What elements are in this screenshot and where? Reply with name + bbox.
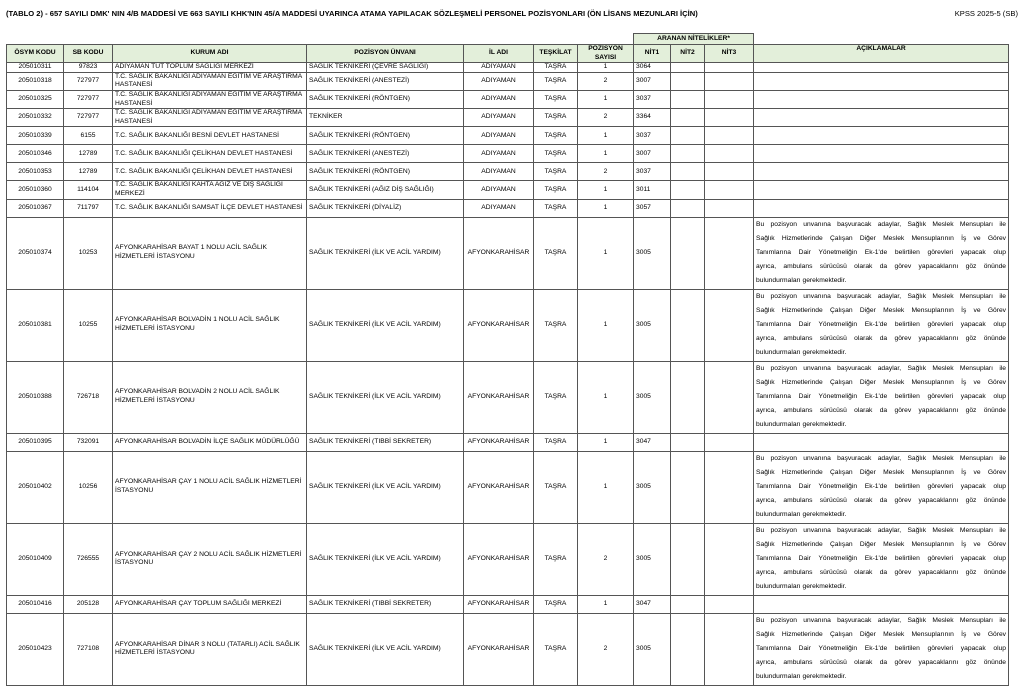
cell-kurum-name: AFYONKARAHİSAR BOLVADİN 1 NOLU ACİL SAĞLIK HİZMETLERİ İSTASYONU — [113, 289, 307, 361]
cell-city: ADIYAMAN — [464, 127, 534, 145]
header-sayi-line2: SAYISI — [594, 53, 617, 61]
description-line: Tanımlarına Dair Yönetmeliğin Ek-1'de belirtilen görevleri yapacak olup — [756, 248, 1007, 256]
cell-city: ADIYAMAN — [464, 72, 534, 90]
cell-organization: TAŞRA — [534, 523, 578, 595]
cell-organization: TAŞRA — [534, 451, 578, 523]
cell-nit3 — [705, 361, 754, 433]
cell-nit2 — [671, 199, 705, 217]
cell-kurum-name: T.C. SAĞLIK BAKANLIĞI ADIYAMAN EĞİTİM VE ARAŞTIRMA HASTANESİ — [113, 72, 307, 90]
table-row — [7, 90, 1009, 108]
cell-sb-code: 114104 — [64, 181, 113, 199]
table-title: (TABLO 2) - 657 SAYILI DMK' NIN 4/B MADDESİ VE 663 SAYILI KHK'NIN 45/A MADDESİ UYARINCA ATAMA YAPILACAK SÖZLEŞMELİ PERSONEL POZİSYONLARI (ÖN LİSANS MEZUNLARI İÇİN) — [6, 9, 698, 18]
cell-position-count: 1 — [578, 289, 634, 361]
table-row — [7, 181, 1009, 199]
cell-osym-code: 205010332 — [7, 109, 64, 127]
cell-osym-code: 205010395 — [7, 433, 64, 451]
cell-position-count: 1 — [578, 217, 634, 289]
cell-position-title: SAĞLIK TEKNİKERİ (AĞIZ DİŞ SAĞLIĞI) — [307, 181, 464, 199]
cell-sb-code: 10256 — [64, 451, 113, 523]
cell-nit1: 3057 — [634, 199, 671, 217]
cell-nit2 — [671, 181, 705, 199]
description-line: ayrıca, ambulans sürücüsü olarak da görev yapacaklarını göz önünde — [756, 497, 1007, 505]
cell-sb-code: 727108 — [64, 613, 113, 685]
cell-position-title: SAĞLIK TEKNİKERİ (İLK VE ACİL YARDIM) — [307, 361, 464, 433]
table-row — [7, 217, 1009, 289]
cell-position-title: SAĞLIK TEKNİKERİ (ANESTEZİ) — [307, 145, 464, 163]
cell-description — [754, 217, 1009, 289]
cell-position-count: 2 — [578, 613, 634, 685]
description-line: ayrıca, ambulans sürücüsü olarak da görev yapacaklarını göz önünde — [756, 569, 1007, 577]
cell-osym-code: 205010367 — [7, 199, 64, 217]
description-line: Bu pozisyon unvanına başvuracak adaylar, Sağlık Meslek Mensupları ile — [756, 454, 1007, 462]
cell-osym-code: 205010346 — [7, 145, 64, 163]
header-nit3: NİT3 — [705, 45, 754, 63]
cell-nit1: 3005 — [634, 451, 671, 523]
header-sb: SB KODU — [64, 45, 113, 63]
cell-kurum-name: T.C. SAĞLIK BAKANLIĞI KAHTA AĞIZ VE DİŞ SAĞLIĞI MERKEZİ — [113, 181, 307, 199]
table-row — [7, 289, 1009, 361]
cell-nit2 — [671, 613, 705, 685]
cell-position-count: 1 — [578, 127, 634, 145]
description-line: ayrıca, ambulans sürücüsü olarak da görev yapacaklarını göz önünde — [756, 335, 1007, 343]
cell-position-count: 1 — [578, 181, 634, 199]
cell-nit1: 3011 — [634, 181, 671, 199]
cell-sb-code: 97823 — [64, 63, 113, 73]
cell-sb-code: 12789 — [64, 163, 113, 181]
cell-position-title: SAĞLIK TEKNİKERİ (DİYALİZ) — [307, 199, 464, 217]
cell-city: AFYONKARAHİSAR — [464, 361, 534, 433]
cell-osym-code: 205010381 — [7, 289, 64, 361]
cell-nit3 — [705, 199, 754, 217]
table-row — [7, 451, 1009, 523]
description-line: Tanımlarına Dair Yönetmeliğin Ek-1'de belirtilen görevleri yapacak olup — [756, 392, 1007, 400]
table-row — [7, 127, 1009, 145]
cell-nit2 — [671, 523, 705, 595]
cell-sb-code: 726718 — [64, 361, 113, 433]
cell-kurum-name: ADIYAMAN TUT TOPLUM SAĞLIĞI MERKEZİ — [113, 63, 307, 73]
cell-city: AFYONKARAHİSAR — [464, 433, 534, 451]
cell-city: ADIYAMAN — [464, 163, 534, 181]
description-line: Sağlık Hizmetlerinde Çalışan Diğer Meslek Mensuplarının İş ve Görev — [756, 234, 1007, 242]
cell-city: ADIYAMAN — [464, 63, 534, 73]
description-line: bulundurmaları gerekmektedir. — [756, 277, 847, 285]
description-line: Sağlık Hizmetlerinde Çalışan Diğer Meslek Mensuplarının İş ve Görev — [756, 468, 1007, 476]
cell-nit3 — [705, 90, 754, 108]
cell-organization: TAŞRA — [534, 72, 578, 90]
cell-nit1: 3005 — [634, 613, 671, 685]
cell-kurum-name: T.C. SAĞLIK BAKANLIĞI ADIYAMAN EĞİTİM VE ARAŞTIRMA HASTANESİ — [113, 90, 307, 108]
cell-osym-code: 205010311 — [7, 63, 64, 73]
cell-description — [754, 90, 1009, 108]
cell-description — [754, 72, 1009, 90]
cell-nit1: 3005 — [634, 217, 671, 289]
cell-organization: TAŞRA — [534, 289, 578, 361]
cell-description — [754, 361, 1009, 433]
table-row — [7, 613, 1009, 685]
cell-description — [754, 109, 1009, 127]
cell-position-count: 1 — [578, 595, 634, 613]
cell-nit1: 3037 — [634, 127, 671, 145]
cell-nit2 — [671, 217, 705, 289]
cell-organization: TAŞRA — [534, 361, 578, 433]
cell-nit3 — [705, 72, 754, 90]
cell-sb-code: 726555 — [64, 523, 113, 595]
cell-description — [754, 127, 1009, 145]
cell-kurum-name: AFYONKARAHİSAR ÇAY 2 NOLU ACİL SAĞLIK HİZMETLERİ İSTASYONU — [113, 523, 307, 595]
cell-description — [754, 289, 1009, 361]
cell-nit1: 3007 — [634, 145, 671, 163]
cell-organization: TAŞRA — [534, 109, 578, 127]
cell-position-title: SAĞLIK TEKNİKERİ (RÖNTGEN) — [307, 90, 464, 108]
header-pozisyon: POZİSYON ÜNVANI — [307, 45, 464, 63]
cell-organization: TAŞRA — [534, 181, 578, 199]
description-line: Bu pozisyon unvanına başvuracak adaylar, Sağlık Meslek Mensupları ile — [756, 526, 1007, 534]
cell-description — [754, 595, 1009, 613]
cell-position-title: SAĞLIK TEKNİKERİ (ANESTEZİ) — [307, 72, 464, 90]
cell-description — [754, 199, 1009, 217]
cell-position-title: SAĞLIK TEKNİKERİ (TIBBİ SEKRETER) — [307, 595, 464, 613]
cell-position-title: SAĞLIK TEKNİKERİ (RÖNTGEN) — [307, 163, 464, 181]
cell-description — [754, 145, 1009, 163]
description-line: ayrıca, ambulans sürücüsü olarak da görev yapacaklarını göz önünde — [756, 407, 1007, 415]
cell-sb-code: 727977 — [64, 109, 113, 127]
cell-position-count: 1 — [578, 433, 634, 451]
cell-description — [754, 613, 1009, 685]
cell-city: AFYONKARAHİSAR — [464, 613, 534, 685]
cell-description — [754, 63, 1009, 73]
cell-nit2 — [671, 127, 705, 145]
description-line: Tanımlarına Dair Yönetmeliğin Ek-1'de belirtilen görevleri yapacak olup — [756, 320, 1007, 328]
cell-city: AFYONKARAHİSAR — [464, 289, 534, 361]
cell-sb-code: 727977 — [64, 90, 113, 108]
cell-description — [754, 433, 1009, 451]
cell-osym-code: 205010374 — [7, 217, 64, 289]
cell-position-count: 2 — [578, 523, 634, 595]
cell-position-title: SAĞLIK TEKNİKERİ (TIBBİ SEKRETER) — [307, 433, 464, 451]
cell-nit2 — [671, 145, 705, 163]
cell-osym-code: 205010409 — [7, 523, 64, 595]
table-row — [7, 63, 1009, 73]
cell-nit1: 3005 — [634, 523, 671, 595]
cell-nit3 — [705, 523, 754, 595]
cell-kurum-name: T.C. SAĞLIK BAKANLIĞI ADIYAMAN EĞİTİM VE ARAŞTIRMA HASTANESİ — [113, 109, 307, 127]
cell-nit2 — [671, 63, 705, 73]
cell-nit1: 3037 — [634, 90, 671, 108]
cell-osym-code: 205010325 — [7, 90, 64, 108]
header-nit1: NİT1 — [634, 45, 671, 63]
header-kurum: KURUM ADI — [113, 45, 307, 63]
description-line: Bu pozisyon unvanına başvuracak adaylar, Sağlık Meslek Mensupları ile — [756, 616, 1007, 624]
cell-osym-code: 205010423 — [7, 613, 64, 685]
cell-position-title: SAĞLIK TEKNİKERİ (İLK VE ACİL YARDIM) — [307, 451, 464, 523]
cell-organization: TAŞRA — [534, 127, 578, 145]
header-osym: ÖSYM KODU — [7, 45, 64, 63]
description-line: Bu pozisyon unvanına başvuracak adaylar, Sağlık Meslek Mensupları ile — [756, 220, 1007, 228]
cell-nit1: 3037 — [634, 163, 671, 181]
table-row — [7, 145, 1009, 163]
cell-city: ADIYAMAN — [464, 109, 534, 127]
cell-city: AFYONKARAHİSAR — [464, 217, 534, 289]
cell-position-count: 1 — [578, 145, 634, 163]
cell-sb-code: 10253 — [64, 217, 113, 289]
cell-osym-code: 205010360 — [7, 181, 64, 199]
cell-nit3 — [705, 127, 754, 145]
header-row-top — [7, 34, 1009, 45]
description-line: Tanımlarına Dair Yönetmeliğin Ek-1'de belirtilen görevleri yapacak olup — [756, 482, 1007, 490]
cell-organization: TAŞRA — [534, 199, 578, 217]
cell-city: ADIYAMAN — [464, 90, 534, 108]
table-row — [7, 199, 1009, 217]
cell-kurum-name: AFYONKARAHİSAR DİNAR 3 NOLU (TATARLI) ACİL SAĞLIK HİZMETLERİ İSTASYONU — [113, 613, 307, 685]
table-row — [7, 361, 1009, 433]
cell-nit1: 3047 — [634, 595, 671, 613]
cell-sb-code: 6155 — [64, 127, 113, 145]
cell-nit2 — [671, 433, 705, 451]
cell-position-count: 2 — [578, 163, 634, 181]
cell-nit2 — [671, 595, 705, 613]
cell-kurum-name: T.C. SAĞLIK BAKANLIĞI ÇELİKHAN DEVLET HASTANESİ — [113, 145, 307, 163]
description-line: ayrıca, ambulans sürücüsü olarak da görev yapacaklarını göz önünde — [756, 263, 1007, 271]
cell-kurum-name: AFYONKARAHİSAR ÇAY TOPLUM SAĞLIĞI MERKEZİ — [113, 595, 307, 613]
cell-nit3 — [705, 163, 754, 181]
cell-city: AFYONKARAHİSAR — [464, 523, 534, 595]
exam-code: KPSS 2025-5 (SB) — [954, 9, 1018, 18]
table-body — [7, 63, 1009, 685]
table-row — [7, 595, 1009, 613]
description-line: Bu pozisyon unvanına başvuracak adaylar, Sağlık Meslek Mensupları ile — [756, 292, 1007, 300]
cell-nit2 — [671, 163, 705, 181]
cell-position-count: 2 — [578, 72, 634, 90]
cell-city: AFYONKARAHİSAR — [464, 451, 534, 523]
table-row — [7, 523, 1009, 595]
cell-sb-code: 10255 — [64, 289, 113, 361]
cell-description — [754, 451, 1009, 523]
cell-sb-code: 732091 — [64, 433, 113, 451]
cell-nit3 — [705, 217, 754, 289]
cell-organization: TAŞRA — [534, 595, 578, 613]
table-row — [7, 163, 1009, 181]
description-line: Sağlık Hizmetlerinde Çalışan Diğer Meslek Mensuplarının İş ve Görev — [756, 306, 1007, 314]
cell-position-title: SAĞLIK TEKNİKERİ (İLK VE ACİL YARDIM) — [307, 613, 464, 685]
cell-position-title: SAĞLIK TEKNİKERİ (İLK VE ACİL YARDIM) — [307, 217, 464, 289]
cell-organization: TAŞRA — [534, 613, 578, 685]
cell-nit3 — [705, 109, 754, 127]
cell-kurum-name: T.C. SAĞLIK BAKANLIĞI BESNİ DEVLET HASTANESİ — [113, 127, 307, 145]
description-line: Sağlık Hizmetlerinde Çalışan Diğer Meslek Mensuplarının İş ve Görev — [756, 540, 1007, 548]
description-line: Sağlık Hizmetlerinde Çalışan Diğer Meslek Mensuplarının İş ve Görev — [756, 378, 1007, 386]
cell-organization: TAŞRA — [534, 90, 578, 108]
cell-kurum-name: AFYONKARAHİSAR BOLVADİN İLÇE SAĞLIK MÜDÜRLÜĞÜ — [113, 433, 307, 451]
cell-organization: TAŞRA — [534, 433, 578, 451]
positions-table — [6, 33, 1009, 686]
cell-nit1: 3064 — [634, 63, 671, 73]
cell-nit1: 3047 — [634, 433, 671, 451]
cell-sb-code: 12789 — [64, 145, 113, 163]
table-row — [7, 109, 1009, 127]
cell-position-title: SAĞLIK TEKNİKERİ (İLK VE ACİL YARDIM) — [307, 289, 464, 361]
cell-city: ADIYAMAN — [464, 145, 534, 163]
cell-position-title: SAĞLIK TEKNİKERİ (RÖNTGEN) — [307, 127, 464, 145]
table-row — [7, 433, 1009, 451]
description-line: Sağlık Hizmetlerinde Çalışan Diğer Meslek Mensuplarının İş ve Görev — [756, 630, 1007, 638]
cell-nit1: 3005 — [634, 289, 671, 361]
header-sayi-line1: POZİSYON — [588, 45, 623, 52]
cell-nit3 — [705, 145, 754, 163]
description-line: bulundurmaları gerekmektedir. — [756, 583, 847, 591]
cell-nit2 — [671, 90, 705, 108]
cell-city: ADIYAMAN — [464, 181, 534, 199]
cell-city: ADIYAMAN — [464, 199, 534, 217]
cell-position-count: 1 — [578, 199, 634, 217]
document-header — [6, 9, 1018, 21]
table-row — [7, 72, 1009, 90]
cell-nit3 — [705, 451, 754, 523]
cell-osym-code: 205010339 — [7, 127, 64, 145]
cell-sb-code: 727977 — [64, 72, 113, 90]
cell-nit1: 3005 — [634, 361, 671, 433]
header-nit2: NİT2 — [671, 45, 705, 63]
description-line: Bu pozisyon unvanına başvuracak adaylar, Sağlık Meslek Mensupları ile — [756, 364, 1007, 372]
cell-nit3 — [705, 289, 754, 361]
description-line: Tanımlarına Dair Yönetmeliğin Ek-1'de belirtilen görevleri yapacak olup — [756, 555, 1007, 562]
header-teskilat: TEŞKİLAT — [534, 45, 578, 63]
description-line: Tanımlarına Dair Yönetmeliğin Ek-1'de belirtilen görevleri yapacak olup — [756, 645, 1007, 653]
cell-osym-code: 205010402 — [7, 451, 64, 523]
cell-nit3 — [705, 595, 754, 613]
cell-nit1: 3364 — [634, 109, 671, 127]
cell-osym-code: 205010353 — [7, 163, 64, 181]
cell-organization: TAŞRA — [534, 163, 578, 181]
cell-position-title: SAĞLIK TEKNİKERİ (İLK VE ACİL YARDIM) — [307, 523, 464, 595]
cell-nit2 — [671, 451, 705, 523]
cell-osym-code: 205010318 — [7, 72, 64, 90]
description-line: bulundurmaları gerekmektedir. — [756, 673, 847, 681]
cell-kurum-name: AFYONKARAHİSAR BOLVADİN 2 NOLU ACİL SAĞLIK HİZMETLERİ İSTASYONU — [113, 361, 307, 433]
cell-nit3 — [705, 181, 754, 199]
cell-organization: TAŞRA — [534, 145, 578, 163]
cell-nit3 — [705, 433, 754, 451]
header-aciklama: AÇIKLAMALAR — [754, 45, 1009, 63]
cell-nit3 — [705, 613, 754, 685]
cell-nit3 — [705, 63, 754, 73]
cell-position-count: 1 — [578, 361, 634, 433]
cell-kurum-name: T.C. SAĞLIK BAKANLIĞI SAMSAT İLÇE DEVLET HASTANESİ — [113, 199, 307, 217]
description-line: bulundurmaları gerekmektedir. — [756, 349, 847, 357]
cell-nit2 — [671, 109, 705, 127]
cell-position-title: TEKNİKER — [307, 109, 464, 127]
cell-organization: TAŞRA — [534, 63, 578, 73]
cell-sb-code: 711797 — [64, 199, 113, 217]
header-sayi — [578, 45, 634, 63]
cell-position-count: 1 — [578, 451, 634, 523]
cell-position-count: 1 — [578, 63, 634, 73]
cell-nit2 — [671, 289, 705, 361]
cell-sb-code: 205128 — [64, 595, 113, 613]
description-line: bulundurmaları gerekmektedir. — [756, 421, 847, 429]
header-il: İL ADI — [464, 45, 534, 63]
cell-osym-code: 205010416 — [7, 595, 64, 613]
cell-position-count: 2 — [578, 109, 634, 127]
cell-position-count: 1 — [578, 90, 634, 108]
cell-organization: TAŞRA — [534, 217, 578, 289]
cell-description — [754, 523, 1009, 595]
cell-description — [754, 181, 1009, 199]
cell-nit1: 3007 — [634, 72, 671, 90]
cell-kurum-name: T.C. SAĞLIK BAKANLIĞI ÇELİKHAN DEVLET HASTANESİ — [113, 163, 307, 181]
cell-kurum-name: AFYONKARAHİSAR ÇAY 1 NOLU ACİL SAĞLIK HİZMETLERİ İSTASYONU — [113, 451, 307, 523]
cell-kurum-name: AFYONKARAHİSAR BAYAT 1 NOLU ACİL SAĞLIK HİZMETLERİ İSTASYONU — [113, 217, 307, 289]
description-line: ayrıca, ambulans sürücüsü olarak da görev yapacaklarını göz önünde — [756, 659, 1007, 667]
cell-nit2 — [671, 361, 705, 433]
cell-city: AFYONKARAHİSAR — [464, 595, 534, 613]
cell-position-title: SAĞLIK TEKNİKERİ (ÇEVRE SAĞLIĞI) — [307, 63, 464, 73]
description-line: bulundurmaları gerekmektedir. — [756, 511, 847, 519]
cell-description — [754, 163, 1009, 181]
header-aranan: ARANAN NİTELİKLER* — [634, 34, 754, 45]
cell-osym-code: 205010388 — [7, 361, 64, 433]
cell-nit2 — [671, 72, 705, 90]
